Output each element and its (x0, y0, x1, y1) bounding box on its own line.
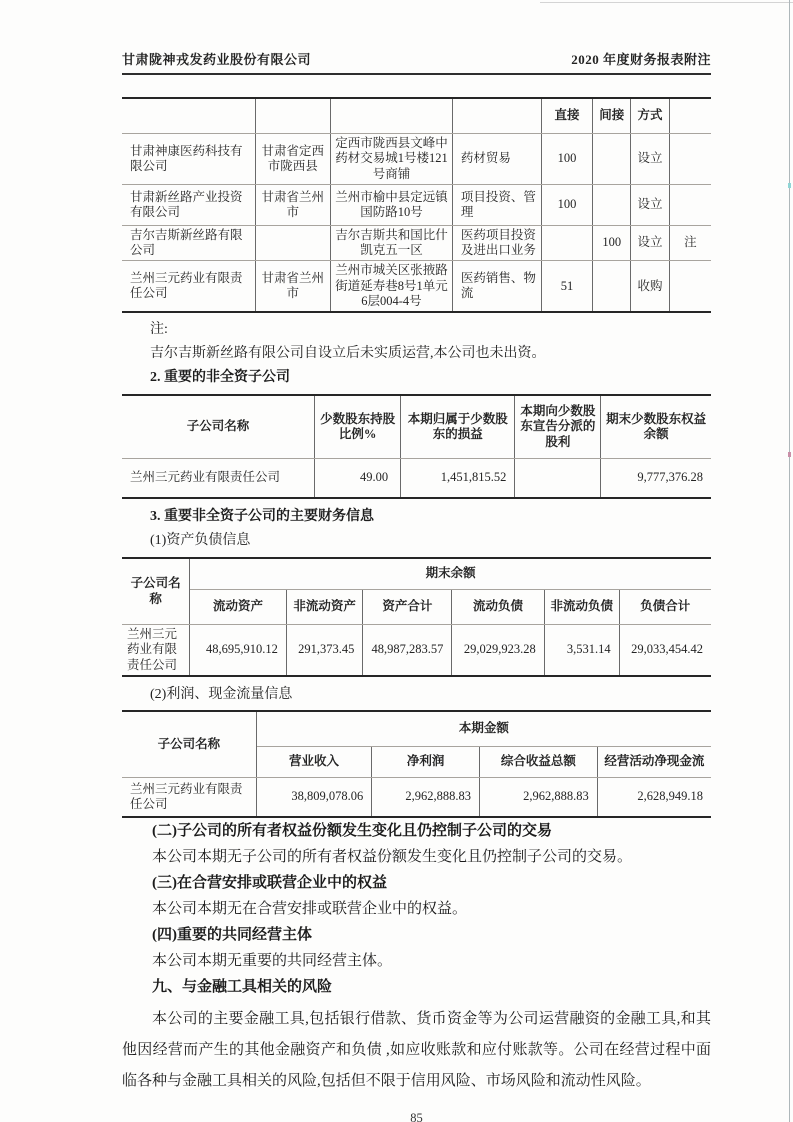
scan-speck (788, 183, 791, 188)
td-total-comprehensive-income: 2,962,888.83 (480, 777, 598, 817)
td-total-liabilities: 29,033,454.42 (619, 625, 711, 676)
section-b3-heading: (三)在合营安排或联营企业中的权益 (152, 874, 387, 891)
td-note (669, 261, 711, 312)
th-minority-ratio: 少数股东持股比例% (315, 395, 401, 459)
td-direct (541, 225, 592, 261)
section-9-body: 本公司的主要金融工具,包括银行借款、货币资金等为公司运营融资的金融工具,和其他因经营而产生的其他金融资产和负债 ,如应收账款和应付账款等。公司在经营过程中面临各种与金融工具相关的风险,包括但不限于信用风险、市场风险和流动性风险。 (122, 1010, 711, 1089)
td-address: 吉尔吉斯共和国比什凯克五一区 (331, 225, 453, 261)
td-current-liabilities: 29,029,923.28 (452, 625, 544, 676)
th-total-comprehensive-income: 综合收益总额 (480, 746, 598, 777)
td-operating-cashflow: 2,628,949.18 (597, 777, 711, 817)
td-business: 医药项目投资及进出口业务 (452, 225, 541, 261)
section-b4-heading: (四)重要的共同经营主体 (152, 926, 312, 943)
th-indirect: 间接 (593, 98, 631, 134)
note-label: 注: (150, 322, 168, 337)
td-address: 定西市陇西县文峰中药材交易城1号楼121号商铺 (331, 134, 453, 185)
th-empty (452, 98, 541, 134)
td-method: 设立 (631, 184, 669, 225)
th-subsidiary-name: 子公司名称 (122, 558, 190, 625)
td-place (255, 225, 330, 261)
th-empty (255, 98, 330, 134)
table-header-row (122, 590, 711, 625)
th-noncurrent-liabilities: 非流动负债 (544, 590, 619, 625)
table-header-row (122, 395, 711, 459)
td-note: 注 (669, 225, 711, 261)
table-row (122, 134, 711, 185)
company-name: 甘肃陇神戎发药业股份有限公司 (122, 52, 312, 67)
td-indirect (593, 261, 631, 312)
td-indirect (593, 134, 631, 185)
th-net-profit: 净利润 (372, 746, 480, 777)
th-total-liabilities: 负债合计 (619, 590, 711, 625)
th-ending-balance-group: 期末余额 (190, 558, 711, 590)
td-minority-dividend (515, 459, 601, 499)
td-address: 兰州市城关区张掖路街道延寿巷8号1单元6层004-4号 (331, 261, 453, 312)
note-text: 吉尔吉斯新丝路有限公司自设立后未实质运营,本公司也未出资。 (150, 346, 546, 361)
th-subsidiary-name: 子公司名称 (122, 395, 315, 459)
td-noncurrent-liabilities: 3,531.14 (544, 625, 619, 676)
balance-sheet-table (122, 557, 711, 677)
td-total-assets: 48,987,283.57 (363, 625, 452, 676)
td-company-name: 吉尔吉斯新丝路有限公司 (122, 225, 255, 261)
td-direct: 100 (541, 134, 592, 185)
td-method: 收购 (631, 261, 669, 312)
td-place: 甘肃省兰州市 (255, 261, 330, 312)
td-subsidiary-name: 兰州三元药业有限责任公司 (122, 625, 190, 676)
subsidiaries-table (122, 97, 711, 313)
td-business: 医药销售、物流 (452, 261, 541, 312)
td-net-profit: 2,962,888.83 (372, 777, 480, 817)
td-minority-equity: 9,777,376.28 (601, 459, 711, 499)
section-b2-heading: (二)子公司的所有者权益份额发生变化且仍控制子公司的交易 (152, 822, 552, 839)
header-rule (122, 73, 711, 75)
th-method: 方式 (631, 98, 669, 134)
td-noncurrent-assets: 291,373.45 (286, 625, 363, 676)
th-minority-profit: 本期归属于少数股东的损益 (401, 395, 515, 459)
section-3-heading: 3. 重要非全资子公司的主要财务信息 (150, 509, 374, 524)
th-current-assets: 流动资产 (190, 590, 287, 625)
section-9-heading: 九、与金融工具相关的风险 (152, 978, 333, 995)
td-indirect (593, 184, 631, 225)
table-row (122, 184, 711, 225)
profit-cashflow-table (122, 710, 711, 818)
section-2-heading: 2. 重要的非全资子公司 (150, 370, 290, 385)
td-revenue: 38,809,078.06 (256, 777, 371, 817)
td-method: 设立 (631, 134, 669, 185)
table-row (122, 777, 711, 817)
td-direct: 51 (541, 261, 592, 312)
td-company-name: 甘肃新丝路产业投资有限公司 (122, 184, 255, 225)
section-b2-body: 本公司本期无子公司的所有者权益份额发生变化且仍控制子公司的交易。 (152, 848, 633, 865)
td-minority-ratio: 49.00 (315, 459, 401, 499)
td-place: 甘肃省兰州市 (255, 184, 330, 225)
section-b4-body: 本公司本期无重要的共同经营主体。 (152, 952, 393, 969)
td-subsidiary-name: 兰州三元药业有限责任公司 (122, 459, 315, 499)
th-current-period-group: 本期金额 (256, 711, 711, 747)
td-address: 兰州市榆中县定远镇国防路10号 (331, 184, 453, 225)
td-note (669, 134, 711, 185)
td-indirect: 100 (593, 225, 631, 261)
td-company-name: 兰州三元药业有限责任公司 (122, 261, 255, 312)
th-empty (331, 98, 453, 134)
scan-speck (788, 452, 791, 457)
page-content (122, 0, 711, 1122)
th-subsidiary-name: 子公司名称 (122, 711, 256, 778)
td-subsidiary-name: 兰州三元药业有限责任公司 (122, 777, 256, 817)
th-operating-cashflow: 经营活动净现金流 (597, 746, 711, 777)
table-row (122, 225, 711, 261)
document-title: 2020 年度财务报表附注 (571, 52, 711, 67)
th-minority-equity: 期末少数股东权益余额 (601, 395, 711, 459)
th-empty (122, 98, 255, 134)
th-current-liabilities: 流动负债 (452, 590, 544, 625)
td-minority-profit: 1,451,815.52 (401, 459, 515, 499)
th-direct: 直接 (541, 98, 592, 134)
document-header (122, 49, 711, 68)
th-total-assets: 资产合计 (363, 590, 452, 625)
td-current-assets: 48,695,910.12 (190, 625, 287, 676)
td-company-name: 甘肃神康医药科技有限公司 (122, 134, 255, 185)
table-row (122, 459, 711, 499)
th-revenue: 营业收入 (256, 746, 371, 777)
table-group-header-row (122, 711, 711, 747)
page-number: 85 (410, 1110, 423, 1122)
scan-edge-right (789, 0, 790, 1122)
section-3-1-heading: (1)资产负债信息 (150, 533, 251, 548)
table-group-header-row (122, 558, 711, 590)
th-noncurrent-assets: 非流动资产 (286, 590, 363, 625)
td-method: 设立 (631, 225, 669, 261)
td-business: 项目投资、管理 (452, 184, 541, 225)
th-note (669, 98, 711, 134)
table-header-row (122, 98, 711, 134)
table-row (122, 625, 711, 676)
section-b3-body: 本公司本期无在合营安排或联营企业中的权益。 (152, 900, 468, 917)
section-3-2-heading: (2)利润、现金流量信息 (150, 686, 293, 702)
td-business: 药材贸易 (452, 134, 541, 185)
th-minority-dividend: 本期向少数股东宣告分派的股利 (515, 395, 601, 459)
td-note (669, 184, 711, 225)
td-place: 甘肃省定西市陇西县 (255, 134, 330, 185)
table-row (122, 261, 711, 312)
minority-interest-table (122, 394, 711, 499)
td-direct: 100 (541, 184, 592, 225)
